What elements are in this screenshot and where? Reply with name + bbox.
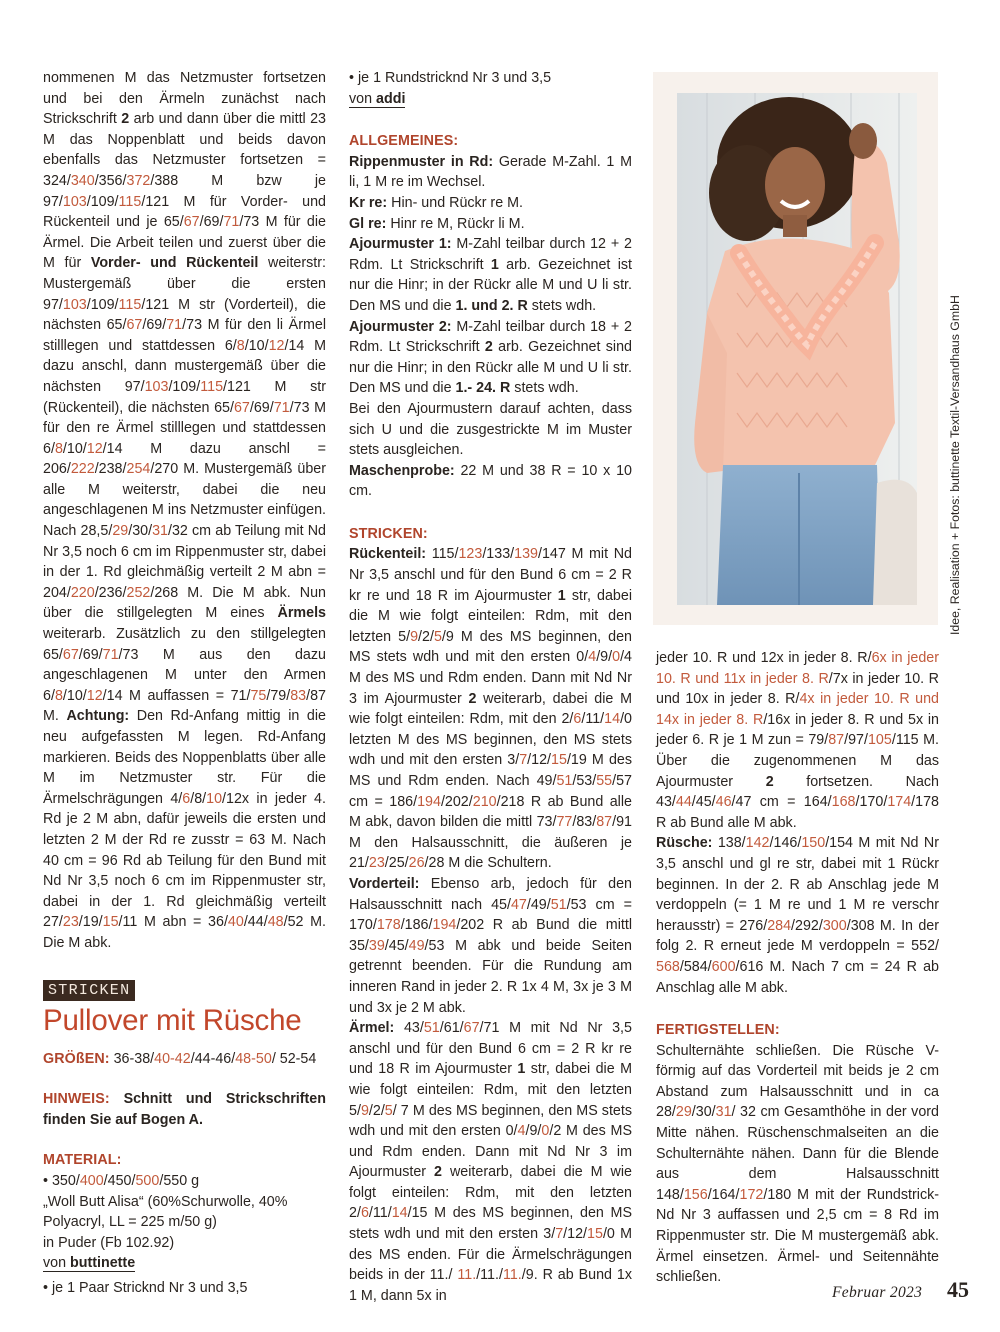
model-photo (677, 93, 917, 605)
knit-body: Rückenteil: 115/123/133/139/147 M mit Nd Nr 3,5 anschl und für den Bund 6 cm = 2 R kr re und 18 R im Ajourmuster 1 str, dabei die M wie folgt einteilen: Rdm, mit den letzten 5/9/2/5/9 M des MS beginnen, den MS stets wdh und mit den ersten 0/4/9/0/4 M des MS und Rdm enden. Dann mit Nd Nr 3 im Ajourmuster 2 weiterarb, dabei die M wie folgt einteilen: Rdm, mit den 2/6/11/14/0 letzten M des MS beginnen, den MS stets wdh und mit den ersten 3/7/12/15/19 M des MS und Rdm enden. Nach 49/51/53/55/57 cm = 186/194/202/210/218 R ab Bund alle M abk, davon bilden die mittl 73/77/83/87/91 M den Halsausschnitt, die äußeren je 21/23/25/26/28 M die Schultern. Vorderteil: Ebenso arb, jedoch für den Halsausschnitt nach 45/47/49/51/53 cm = 170/178/186/194/202 R ab Bund die mittl 35/39/45/49/53 M abk und beide Seiten getrennt beenden. Für die Rundung am inneren Rand in jeder 2. R 1x 4 M, 3x je 3 M und 3x je 2 M abk. Ärmel: 43/51/61/67/71 M mit Nd Nr 3,5 anschl und für den Bund 6 cm = 2 R kr re und 18 R im Ajourmuster 1 str, dabei die M wie folgt einteilen: Rdm, mit den letzten 5/9/2/5/ 7 M des MS beginnen, den MS stets wdh und mit den ersten 0/4/9/0/2 M des MS und Rdm enden. Dann mit Nd Nr 3 im Ajourmuster 2 weiterarb, dabei die M wie folgt einteilen: Rdm, mit den letzten 2/6/11/14/15 M des MS beginnen, den MS stets wdh und mit den ersten 3/7/12/15/0 M des MS enden. Für die Ärmelschrägungen beids in der 11./ 11./11./11./9. R ab Bund 1x 1 M, dann 5x in (349, 546, 633, 1304)
sizes: GRÖßEN: 36-38/40-42/44-46/48-50/ 52-54 (43, 1050, 317, 1067)
page-title: Pullover mit Rüsche (43, 1003, 302, 1037)
needles-brand: von addi (349, 90, 406, 107)
column-2 (349, 68, 632, 1306)
col1-body: nommenen M das Netzmuster fortsetzen und bei den Ärmeln zunächst nach Strickschrift 2 arb und dann über die mittl 23 M das Noppenblatt und beids davon ebenfalls das Netzmuster fortsetzen = 324/340/356/372/388 M bzw je 97/103/109/115/121 M für Vorder- und Rückenteil und je 65/67/69/71/73 M für die Ärmel. Die Arbeit teilen und zuerst über die M für Vorder- und Rückenteil weiterstr: Mustergemäß über die ersten 97/103/109/115/121 M str (Vorderteil), die nächsten 65/67/69/71/73 M für den li Ärmel stilllegen und stattdessen 6/8/10/12/14 M dazu anschl, dann mustergemäß über die nächsten 97/103/109/115/121 M str (Rückenteil), die nächsten 65/67/69/71/73 M für den re Ärmel stilllegen und stattdessen 6/8/10/12/14 M dazu anschl = 206/222/238/254/270 M. Mustergemäß über alle M weiterstr, dabei die neu angeschlagenen M ins Netzmuster einfügen. Nach 28,5/29/30/31/32 cm ab Teilung mit Nd Nr 3,5 noch 6 cm im Rippenmuster str, dabei in der 1. Rd gleichmäßig verteilt 2 M abn = 204/220/236/252/268 M. Die M abk. Nun über die stillgelegten M eines Ärmels weiterarb. Zusätzlich zu den stillgelegten 65/67/69/71/73 M aus den dazu angeschlagenen M unter den Armen 6/8/10/12/14 M auffassen = 71/75/79/83/87 M. Achtung: Den Rd-Anfang mittig in die neu aufgefassten M legen. Rd-Anfang markieren. Beids des Noppenblatts über alle M im Netzmuster str. Für die Ärmelschrägungen 4/6/8/10/12x in jeder 4. Rd je 2 M abn, dafür jeweils die ersten und letzten 2 M der Rd re zusstr = 63 M. Nach 40 cm = 96 Rd ab Teilung für den Bund mit Nd Nr 3,5 noch 6 cm im Rippenmuster str, dabei in der 1. Rd gleichmäßig verteilt 27/23/19/15/11 M abn = 36/40/44/48/52 M. Die M abk. (43, 70, 327, 951)
footer-issue: Februar 2023 (832, 1284, 923, 1301)
needles-circular: • je 1 Rundstricknd Nr 3 und 3,5 (349, 70, 552, 86)
col3-body: jeder 10. R und 12x in jeder 8. R/6x in jeder 10. R und 11x in jeder 8. R/7x in jeder 10. R und 10x in jeder 8. R/4x in jeder 10. R und 14x in jeder 8. R/16x in jeder 8. R und 5x in jeder 6. R je 1 M zun = 79/87/97/105/115 M. Über die zugenommenen M das Ajourmuster 2 fortsetzen. Nach 43/44/45/46/47 cm = 164/168/170/174/178 R ab Bund alle M abk. Rüsche: 138/142/146/150/154 M mit Nd Nr 3,5 anschl und gl re str, dabei mit 1 Rückr beginnen. In der 2. R ab Anschlag jede M verdoppeln (= 1 M re und 1 M re verschr herausstr) = 276/284/292/300/308 M. In der folg 2. R erneut jede M verdoppeln = 552/ 568/584/600/616 M. Nach 7 cm = 24 R ab Anschlag alle M abk. (656, 650, 940, 996)
material: • 350/400/450/500/550 g „Woll Butt Alisa“ (60%Schurwolle, 40% Polyacryl, LL = 225 m/50 g) in Puder (Fb 102.92) von buttinette (43, 1172, 288, 1272)
finish-heading: FERTIGSTELLEN: (656, 1022, 780, 1039)
column-1 (43, 68, 326, 1298)
finish-body: Schulternähte schließen. Die Rüsche V-förmig auf das Vorderteil mit beids je 2 cm Abstand zum Halsausschnitt und in ca 28/29/30/31/ 32 cm Gesamthöhe in der vord Mitte nähen. Rüschenschmalseiten an die Schulternähte nähen. Dann für die Blende aus dem Halsausschnitt 148/156/164/172/180 M mit der Rundstrick-Nd Nr 3 auffassen und 2,5 cm = 8 Rd im Rippenmuster str. Die M mustergemäß abk. Ärmel einsetzen. Ärmel- und Seitennähte schließen. (656, 1042, 939, 1286)
knit-heading: STRICKEN: (349, 525, 428, 542)
general-heading: ALLGEMEINES: (349, 133, 459, 150)
column-3 (656, 648, 939, 1288)
section-tag: STRICKEN (43, 980, 135, 1001)
material-heading: MATERIAL: (43, 1152, 122, 1169)
general-body: Rippenmuster in Rd: Gerade M-Zahl. 1 M li, 1 M re im Wechsel. Kr re: Hin- und Rückr re M. Gl re: Hinr re M, Rückr li M. Ajourmuster 1: M-Zahl teilbar durch 12 + 2 Rdm. Lt Strickschrift 1 arb. Gezeichnet ist nur die Hinr; in der Rückr alle M und U li str. Den MS und die 1. und 2. R stets wdh. Ajourmuster 2: M-Zahl teilbar durch 18 + 2 Rdm. Lt Strickschrift 2 arb. Gezeichnet sind nur die Hinr; in den Rückr alle M und U li str. Den MS und die 1.- 24. R stets wdh. Bei den Ajourmustern darauf achten, dass sich U und die zusgestrickte M im Muster stets ausgleichen. Maschenprobe: 22 M und 38 R = 10 x 10 cm. (349, 153, 632, 500)
page-number: 45 (947, 1277, 969, 1302)
note: HINWEIS: Schnitt und Strickschriften finden Sie auf Bogen A. (43, 1091, 326, 1128)
needles-pair: • je 1 Paar Stricknd Nr 3 und 3,5 (43, 1279, 248, 1296)
